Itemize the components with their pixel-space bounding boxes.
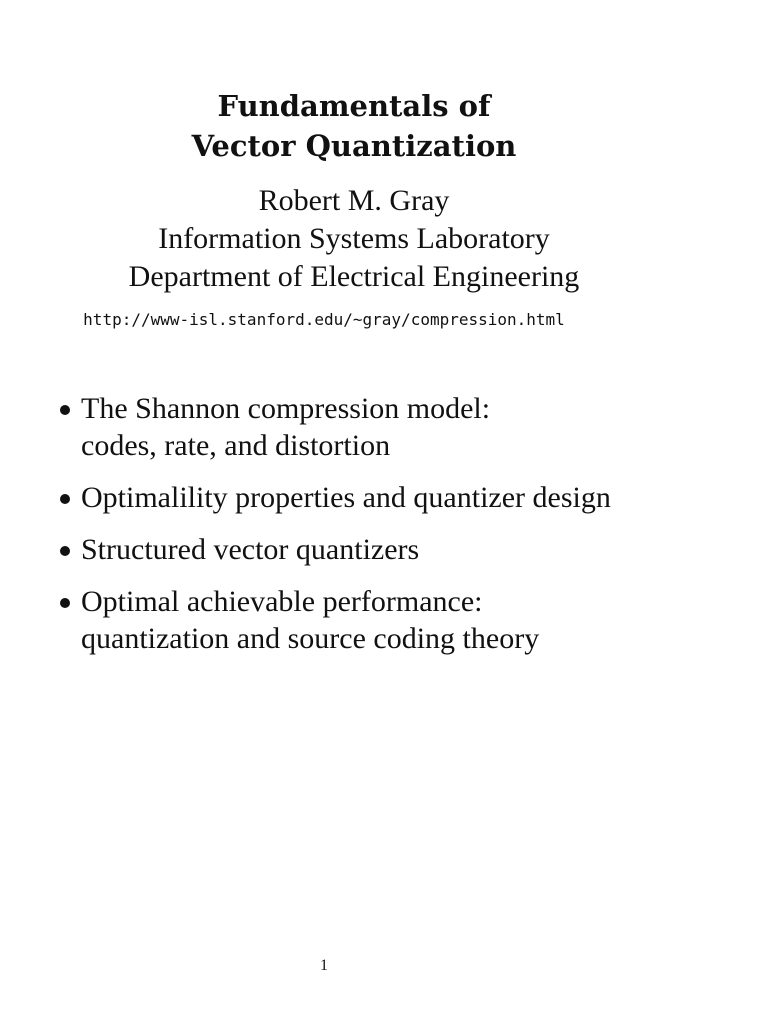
author-affiliation-lab: Information Systems Laboratory [158, 222, 550, 255]
title-line-2: Vector Quantization [191, 129, 517, 163]
topic-item-4 [56, 583, 756, 657]
topic-list [56, 390, 756, 672]
author-block [0, 182, 768, 296]
page-number: 1 [320, 957, 328, 974]
topic-item-4-line-2: quantization and source coding theory [81, 622, 540, 655]
topic-item-1-line-1: The Shannon compression model: [81, 392, 491, 425]
title-block [0, 86, 768, 166]
topic-item-1 [56, 390, 756, 464]
topic-item-2 [56, 479, 756, 516]
author-affiliation-department: Department of Electrical Engineering [128, 260, 580, 293]
topic-item-4-line-1: Optimal achievable performance: [81, 585, 483, 618]
author-name: Robert M. Gray [258, 184, 450, 217]
bullet-icon [60, 546, 70, 556]
topic-item-2-line-1: Optimalility properties and quantizer design [81, 481, 611, 514]
source-url: http://www-isl.stanford.edu/~gray/compression.html [83, 310, 565, 329]
topic-item-3-line-1: Structured vector quantizers [81, 533, 420, 566]
topic-item-3 [56, 531, 756, 568]
topic-item-1-line-2: codes, rate, and distortion [81, 429, 391, 462]
bullet-icon [60, 494, 70, 504]
title-line-1: Fundamentals of [217, 89, 491, 123]
bullet-icon [60, 405, 70, 415]
bullet-icon [60, 598, 70, 608]
